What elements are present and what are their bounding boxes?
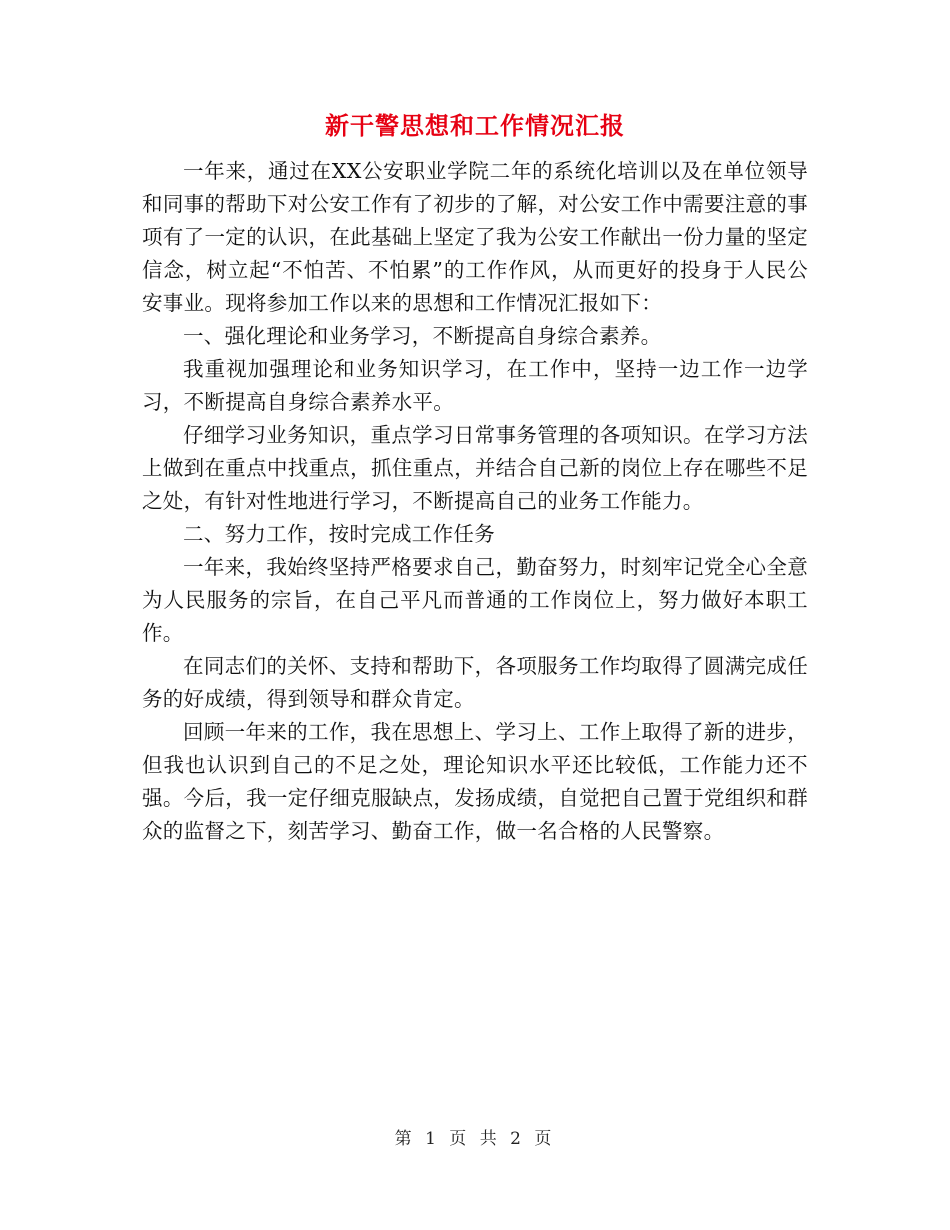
page-number-footer: 第 1 页 共 2 页 bbox=[394, 1129, 556, 1149]
paragraph-work: 一年来，我始终坚持严格要求自己，勤奋努力，时刻牢记党全心全意为人民服务的宗旨，在自己平凡而普通的工作岗位上，努力做好本职工作。 bbox=[142, 555, 808, 645]
paragraph-review: 回顾一年来的工作，我在思想上、学习上、工作上取得了新的进步，但我也认识到自己的不足之处，理论知识水平还比较低，工作能力还不强。今后，我一定仔细克服缺点，发扬成绩，自觉把自己置于党组织和群众的监督之下，刻苦学习、勤奋工作，做一名合格的人民警察。 bbox=[142, 720, 808, 843]
paragraph-intro: 一年来，通过在XX公安职业学院二年的系统化培训以及在单位领导和同事的帮助下对公安工作有了初步的了解，对公安工作中需要注意的事项有了一定的认识，在此基础上坚定了我为公安工作献出一份力量的坚定信念，树立起“不怕苦、不怕累”的工作作风，从而更好的投身于人民公安事业。现将参加工作以来的思想和工作情况汇报如下： bbox=[142, 159, 808, 315]
paragraph-study: 我重视加强理论和业务知识学习，在工作中，坚持一边工作一边学习，不断提高自身综合素养水平。 bbox=[142, 357, 808, 414]
paragraph-support: 在同志们的关怀、支持和帮助下，各项服务工作均取得了圆满完成任务的好成绩，得到领导和群众肯定。 bbox=[142, 654, 808, 711]
paragraph-business-knowledge: 仔细学习业务知识，重点学习日常事务管理的各项知识。在学习方法上做到在重点中找重点，抓住重点，并结合自己新的岗位上存在哪些不足之处，有针对性地进行学习，不断提高自己的业务工作能力。 bbox=[142, 423, 808, 513]
document-title: 新干警思想和工作情况汇报 bbox=[325, 111, 625, 140]
section-heading-1: 一、强化理论和业务学习，不断提高自身综合素养。 bbox=[183, 324, 662, 348]
section-heading-2: 二、努力工作，按时完成工作任务 bbox=[183, 522, 495, 546]
document-body bbox=[142, 155, 808, 848]
